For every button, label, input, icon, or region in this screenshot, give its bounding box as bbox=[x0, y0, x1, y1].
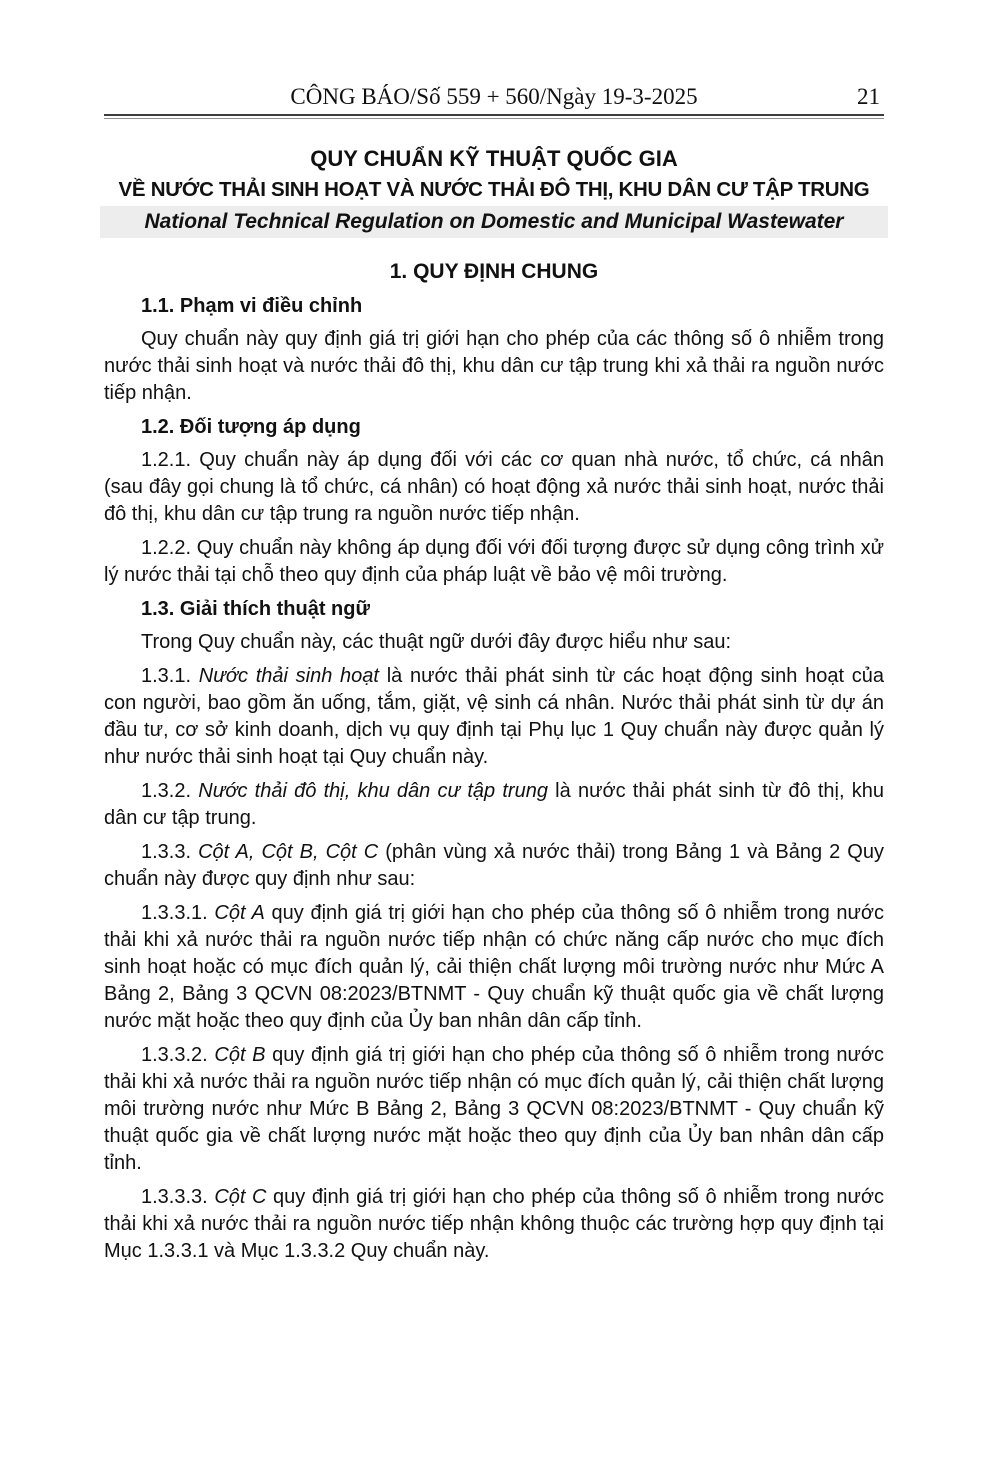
term-italic: Cột B bbox=[214, 1044, 266, 1066]
document-page bbox=[104, 84, 884, 1265]
paragraph-1-3-2 bbox=[104, 778, 884, 832]
para-text: là nước thải phát sinh từ các hoạt động sinh hoạt của con người, bao gồm ăn uống, tắm, giặt, vệ sinh cá nhân. Nước thải phát sinh từ dự án đầu tư, cơ sở kinh doanh, dịch vụ quy định tại Phụ lục 1 Quy chuẩn này được quản lý như nước thải sinh hoạt tại Quy chuẩn này. bbox=[104, 665, 884, 768]
paragraph-1-3-intro: Trong Quy chuẩn này, các thuật ngữ dưới đây được hiểu như sau: bbox=[141, 631, 732, 653]
heading-1-2: 1.2. Đối tượng áp dụng bbox=[141, 416, 361, 438]
doc-title-line2: VỀ NƯỚC THẢI SINH HOẠT VÀ NƯỚC THẢI ĐÔ THỊ, KHU DÂN CƯ TẬP TRUNG bbox=[118, 178, 870, 201]
heading-1-1: 1.1. Phạm vi điều chỉnh bbox=[141, 295, 363, 317]
term-italic: Nước thải đô thị, khu dân cư tập trung bbox=[198, 780, 548, 802]
page-number: 21 bbox=[857, 84, 880, 109]
paragraph-1-3-3 bbox=[104, 839, 884, 893]
doc-title-english: National Technical Regulation on Domestic and Municipal Wastewater bbox=[144, 210, 844, 233]
term-italic: Cột A bbox=[214, 902, 265, 924]
paragraph-1-2-2: 1.2.2. Quy chuẩn này không áp dụng đối với đối tượng được sử dụng công trình xử lý nước thải tại chỗ theo quy định của pháp luật về bảo vệ môi trường. bbox=[104, 537, 884, 586]
title-band bbox=[100, 206, 888, 238]
section-1-heading: 1. QUY ĐỊNH CHUNG bbox=[389, 260, 599, 283]
para-text: quy định giá trị giới hạn cho phép của thông số ô nhiễm trong nước thải khi xả nước thải ra nguồn nước tiếp nhận có mục đích quản lý, cải thiện chất lượng môi trường nước như Mức B Bảng 2, Bảng 3 QCVN 08:2023/BTNMT - Quy chuẩn kỹ thuật quốc gia về chất lượng nước mặt hoặc theo quy định của Ủy ban nhân dân cấp tỉnh. bbox=[104, 1044, 884, 1174]
page-header bbox=[104, 84, 884, 110]
para-number: 1.3.3. bbox=[141, 841, 199, 863]
gazette-title: CÔNG BÁO/Số 559 + 560/Ngày 19-3-2025 bbox=[290, 84, 698, 109]
para-number: 1.3.1. bbox=[141, 665, 199, 687]
paragraph-1-3-3-1 bbox=[104, 900, 884, 1035]
para-number: 1.3.3.1. bbox=[141, 902, 215, 924]
para-text: quy định giá trị giới hạn cho phép của thông số ô nhiễm trong nước thải khi xả nước thải ra nguồn nước tiếp nhận có chức năng cấp nước cho mục đích sinh hoạt hoặc có mục đích quản lý, cải thiện chất lượng môi trường nước như Mức A Bảng 2, Bảng 3 QCVN 08:2023/BTNMT - Quy chuẩn kỹ thuật quốc gia về chất lượng nước mặt hoặc theo quy định của Ủy ban nhân dân cấp tỉnh. bbox=[104, 902, 885, 1032]
term-italic: Cột C bbox=[214, 1186, 267, 1208]
heading-1-3: 1.3. Giải thích thuật ngữ bbox=[141, 598, 370, 620]
paragraph-1-1: Quy chuẩn này quy định giá trị giới hạn cho phép của các thông số ô nhiễm trong nước thải sinh hoạt và nước thải đô thị, khu dân cư tập trung khi xả thải ra nguồn nước tiếp nhận. bbox=[104, 328, 884, 404]
paragraph-1-2-1: 1.2.1. Quy chuẩn này áp dụng đối với các cơ quan nhà nước, tổ chức, cá nhân (sau đây gọi chung là tổ chức, cá nhân) có hoạt động xả nước thải sinh hoạt, nước thải đô thị, khu dân cư tập trung ra nguồn nước tiếp nhận. bbox=[104, 449, 884, 525]
term-italic: Nước thải sinh hoạt bbox=[198, 665, 379, 687]
para-number: 1.3.3.2. bbox=[141, 1044, 215, 1066]
header-divider bbox=[104, 114, 884, 119]
paragraph-1-3-3-2 bbox=[104, 1042, 884, 1177]
para-text: là nước thải phát sinh từ đô thị, khu dân cư tập trung. bbox=[104, 780, 884, 829]
para-number: 1.3.2. bbox=[141, 780, 199, 802]
paragraph-1-3-1 bbox=[104, 663, 884, 771]
doc-title-line1: QUY CHUẨN KỸ THUẬT QUỐC GIA bbox=[310, 146, 678, 171]
term-italic: Cột A, Cột B, Cột C bbox=[198, 841, 379, 863]
para-number: 1.3.3.3. bbox=[141, 1186, 215, 1208]
paragraph-1-3-3-3 bbox=[104, 1184, 884, 1265]
para-text: quy định giá trị giới hạn cho phép của thông số ô nhiễm trong nước thải khi xả nước thải ra nguồn nước tiếp nhận không thuộc các trường hợp quy định tại Mục 1.3.3.1 và Mục 1.3.3.2 Quy chuẩn này. bbox=[104, 1186, 885, 1262]
para-text: (phân vùng xả nước thải) trong Bảng 1 và Bảng 2 Quy chuẩn này được quy định như sau: bbox=[104, 841, 884, 890]
